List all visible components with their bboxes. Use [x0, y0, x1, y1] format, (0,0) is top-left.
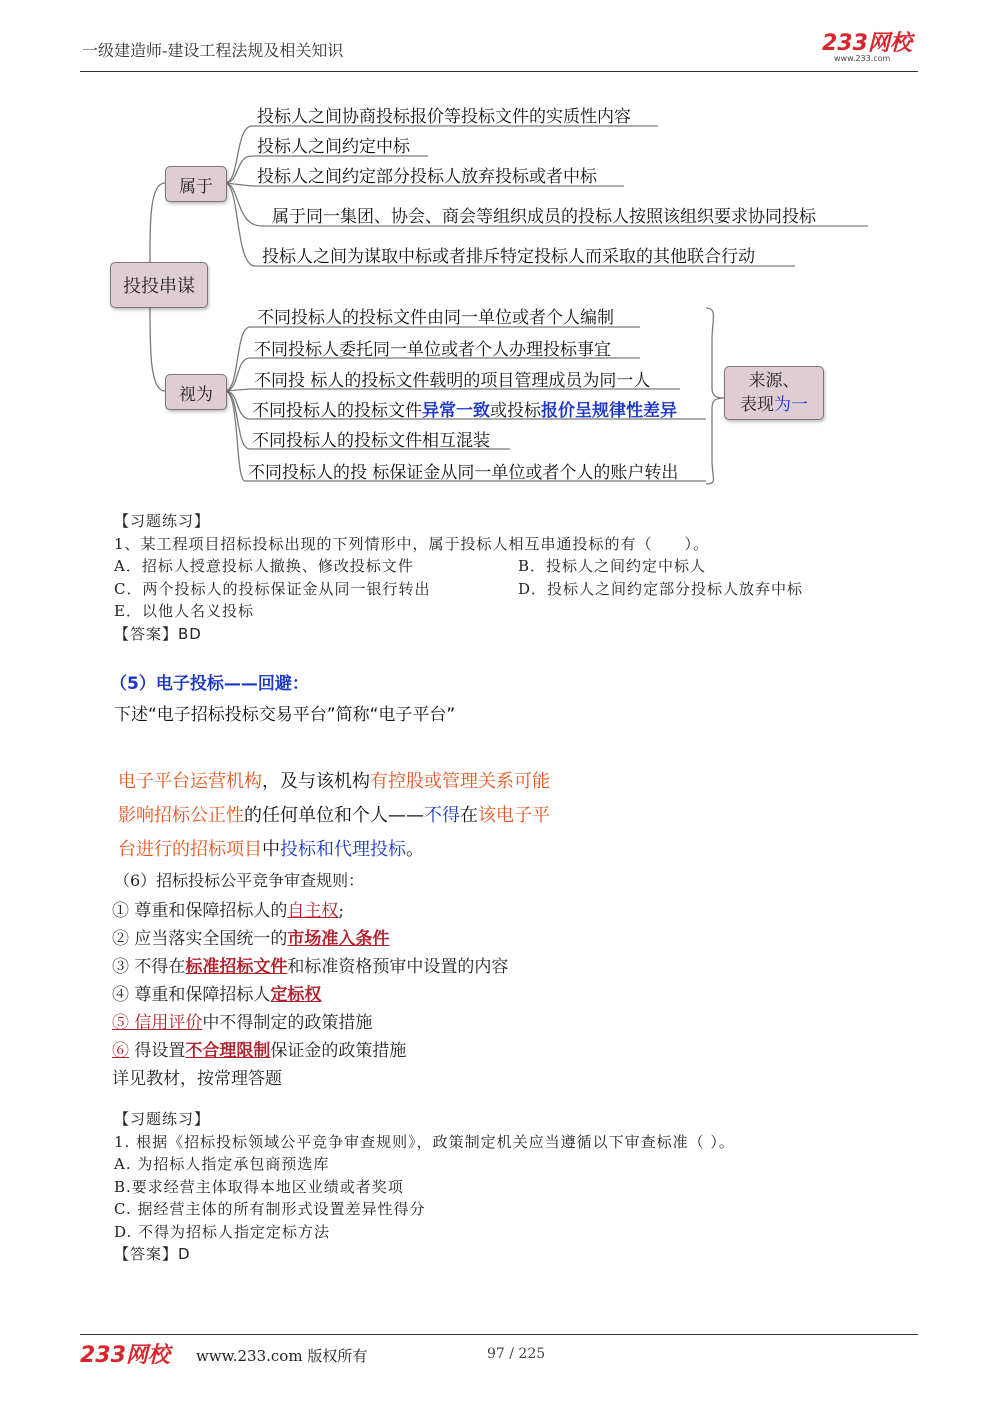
footer-site-copyright: www.233.com 版权所有 — [196, 1347, 368, 1365]
mindmap-side-note — [724, 366, 824, 420]
exercise2-option-c: C. 据经营主体的所有制形式设置差异性得分 — [114, 1200, 426, 1218]
exercise2-option-d: D. 不得为招标人指定定标方法 — [114, 1223, 331, 1241]
exercise1-option-b: B．投标人之间约定中标人 — [518, 557, 707, 575]
section6-rule-1: ① 尊重和保障招标人的自主权; — [112, 901, 345, 921]
section6-rule-2: ② 应当落实全国统一的市场准入条件 — [112, 929, 390, 949]
section5-intro: 下述“电子招标投标交易平台”简称“电子平台” — [114, 705, 456, 725]
section6-rule-3: ③ 不得在标准招标文件和标准资格预审中设置的内容 — [112, 957, 509, 977]
footer-brand-logo — [80, 1340, 184, 1366]
exercise1-option-e: E．以他人名义投标 — [114, 602, 254, 620]
mindmap-root-node: 投投串谋 — [110, 262, 208, 308]
section6-note: 详见教材，按常理答题 — [112, 1069, 282, 1089]
exercise2-option-b: B.要求经营主体取得本地区业绩或者奖项 — [114, 1178, 404, 1196]
mindmap-item-highlighted: 不同投标人的投标文件异常一致或投标报价呈规律性差异 — [252, 401, 677, 421]
section6-rule-6: ⑥ 得设置不合理限制保证金的政策措施 — [112, 1041, 407, 1061]
exercise1-option-d: D．投标人之间约定部分投标人放弃中标 — [518, 580, 804, 598]
exercise2-answer: 【答案】D — [114, 1245, 191, 1263]
mindmap-item: 不同投 标人的投标文件载明的项目管理成员为同一人 — [254, 371, 651, 391]
mindmap-item: 投标人之间协商投标报价等投标文件的实质性内容 — [257, 107, 631, 127]
section6-rule-5: ⑤ 信用评价中不得制定的政策措施 — [112, 1013, 373, 1033]
mindmap-branch-deemed: 视为 — [165, 374, 227, 410]
section6-heading: （6）招标投标公平竞争审查规则： — [114, 871, 365, 890]
mindmap-item: 投标人之间为谋取中标或者排斥特定投标人而采取的其他联合行动 — [262, 247, 755, 267]
mindmap-item: 不同投标人的投标文件由同一单位或者个人编制 — [257, 308, 614, 328]
exercise1-option-a: A．招标人授意投标人撤换、修改投标文件 — [114, 557, 414, 575]
side-note-line1: 来源、 — [748, 371, 800, 391]
exercise1-option-c: C．两个投标人的投标保证金从同一银行转出 — [114, 580, 431, 598]
brand-logo-text: 233网校 — [822, 31, 912, 56]
mindmap-item: 属于同一集团、协会、商会等组织成员的投标人按照该组织要求协同投标 — [272, 207, 816, 227]
mindmap-item: 不同投标人委托同一单位或者个人办理投标事宜 — [254, 340, 611, 360]
section5-paragraph-line1: 电子平台运营机构，及与该机构有控股或管理关系可能 — [118, 771, 550, 792]
exercise2-heading: 【习题练习】 — [114, 1110, 211, 1128]
exercise1-heading: 【习题练习】 — [114, 512, 211, 530]
exercise2-option-a: A. 为招标人指定承包商预选库 — [114, 1155, 330, 1173]
mindmap-item: 投标人之间约定部分投标人放弃投标或者中标 — [257, 167, 597, 187]
section5-heading: （5）电子投标——回避： — [110, 674, 309, 694]
page-header-title: 一级建造师-建设工程法规及相关知识 — [82, 41, 344, 60]
footer-logo-text: 233网校 — [80, 1343, 170, 1366]
page-number: 97 / 225 — [487, 1346, 546, 1362]
mindmap-item: 投标人之间约定中标 — [257, 137, 410, 157]
mindmap-branch-belongs: 属于 — [165, 166, 227, 202]
mindmap-item: 不同投标人的投标文件相互混装 — [252, 431, 490, 451]
footer-divider — [80, 1334, 918, 1335]
section5-paragraph-line3: 台进行的招标项目中投标和代理投标。 — [118, 839, 424, 860]
side-note-line2: 表现为一 — [740, 395, 808, 415]
section6-rule-4: ④ 尊重和保障招标人定标权 — [112, 985, 322, 1005]
exercise2-question: 1. 根据《招标投标领域公平竞争审查规则》，政策制定机关应当遵循以下审查标准（ ）。 — [114, 1133, 735, 1151]
mindmap-item: 不同投标人的投 标保证金从同一单位或者个人的账户转出 — [248, 463, 679, 483]
section5-paragraph-line2: 影响招标公正性的任何单位和个人——不得在该电子平 — [118, 805, 550, 826]
brand-logo-url: www.233.com — [834, 54, 891, 63]
exercise1-question: 1、某工程项目招标投标出现的下列情形中，属于投标人相互串通投标的有（ ）。 — [114, 535, 710, 553]
exercise1-answer: 【答案】BD — [114, 625, 202, 643]
